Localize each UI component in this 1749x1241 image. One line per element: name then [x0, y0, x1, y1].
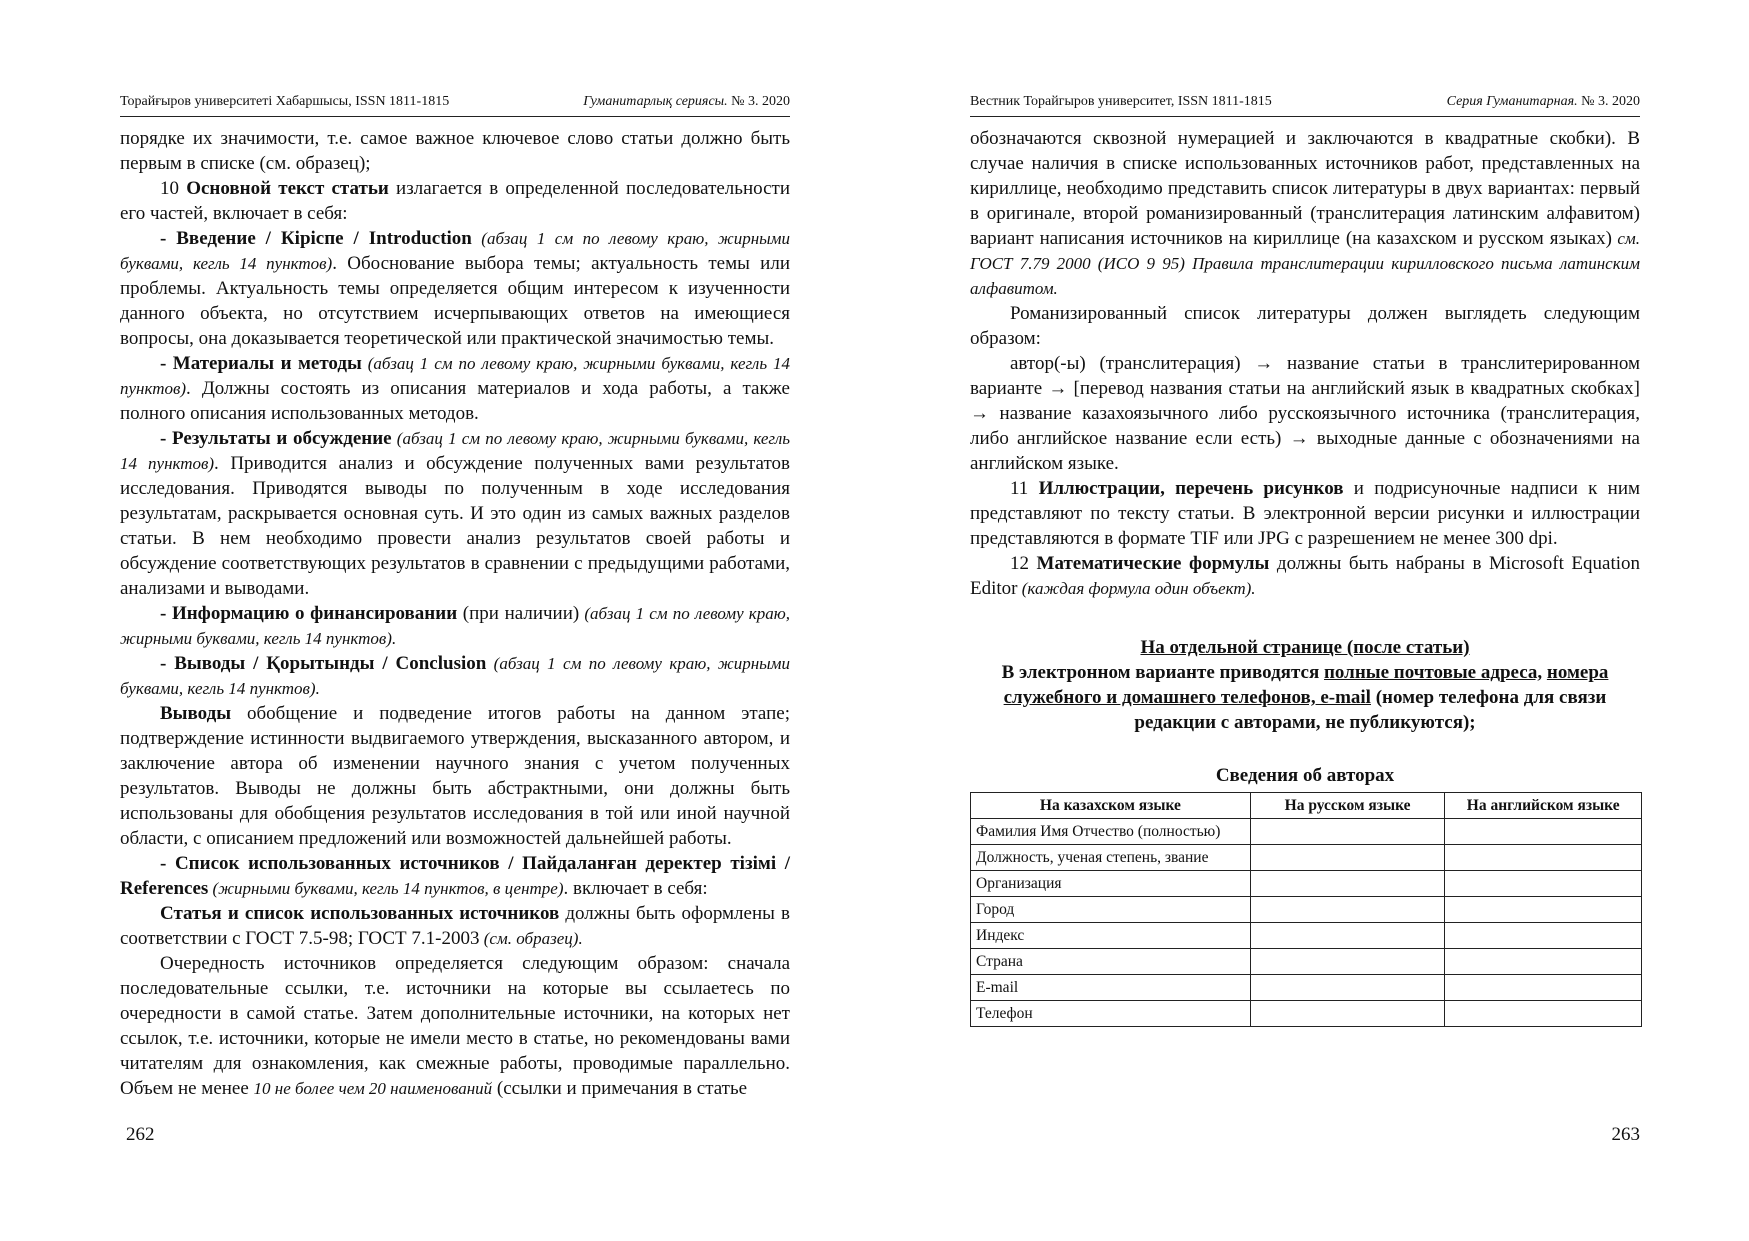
table-cell	[1250, 949, 1445, 975]
column-header: На казахском языке	[971, 793, 1251, 819]
contact-instructions: В электронном варианте приводятся полные почтовые адреса, номера служебного и домашнего телефонов, e-mail (номер телефона для связи редакции с авторами, не публикуются);	[1001, 662, 1609, 733]
paragraph: - Результаты и обсуждение (абзац 1 см по левому краю, жирными буквами, кегль 14 пунктов). Приводится анализ и обсуждение полученных вами результатов исследования. Приводятся выводы по полученным в ходе исследования результатам, раскрывается основная суть. И это один из самых важных разделов статьи. В нем необходимо провести анализ результатов своей работы и обсуждение соответствующих результатов в сравнении с предыдущими работами, анализами и выводами.	[120, 428, 790, 599]
page-body	[970, 126, 1640, 1027]
table-cell	[1445, 819, 1642, 845]
table-cell	[1250, 897, 1445, 923]
paragraph: Романизированный список литературы должен выглядеть следующим образом:	[970, 303, 1640, 349]
paragraph: порядке их значимости, т.е. самое важное ключевое слово статьи должно быть первым в списке (см. образец);	[120, 128, 790, 174]
table-cell	[1445, 1001, 1642, 1027]
series-name: Гуманитарлық сериясы.	[583, 94, 728, 109]
table-row	[971, 1001, 1642, 1027]
row-label: Фамилия Имя Отчество (полностью)	[971, 819, 1251, 845]
table-row	[971, 871, 1642, 897]
column-header: На английском языке	[1445, 793, 1642, 819]
table-row	[971, 845, 1642, 871]
series-name: Серия Гуманитарная.	[1446, 94, 1578, 109]
paragraph: обозначаются сквозной нумерацией и заключаются в квадратные скобки). В случае наличия в списке использованных источников работ, представленных на кириллице, необходимо представить список литературы в двух вариантах: первый в оригинале, второй романизированный (транслитерация латинским алфавитом) вариант написания источников на кириллице (на казахском и русском языках) см. ГОСТ 7.79 2000 (ИСО 9 95) Правила транслитерации кирилловского письма латинским алфавитом.	[970, 128, 1640, 298]
row-label: E-mail	[971, 975, 1251, 1001]
running-head	[970, 92, 1640, 117]
row-label: Телефон	[971, 1001, 1251, 1027]
row-label: Индекс	[971, 923, 1251, 949]
row-label: Должность, ученая степень, звание	[971, 845, 1251, 871]
paragraph: Выводы обобщение и подведение итогов работы на данном этапе; подтверждение истинности выдвигаемого утверждения, высказанного автором, и заключение автора об изменении научного знания с учетом полученных результатов. Выводы не должны быть абстрактными, они должны быть использованы для обобщения результатов исследования в той или иной научной области, с описанием предложений или возможностей дальнейшей работы.	[120, 703, 790, 849]
table-row	[971, 923, 1642, 949]
authors-table	[970, 792, 1642, 1027]
table-cell	[1445, 949, 1642, 975]
table-cell	[1250, 923, 1445, 949]
journal-title: Торайғыров университеті Хабаршысы, ISSN 1811-1815	[120, 94, 450, 109]
paragraph: - Материалы и методы (абзац 1 см по левому краю, жирными буквами, кегль 14 пунктов). Должны состоять из описания материалов и хода работы, а также полного описания использованных методов.	[120, 353, 790, 424]
table-cell	[1250, 819, 1445, 845]
issue-number: № 3. 2020	[1581, 94, 1640, 109]
page-number: 262	[126, 1124, 155, 1145]
issue-number: № 3. 2020	[731, 94, 790, 109]
paragraph: - Введение / Кіріспе / Introduction (абзац 1 см по левому краю, жирными буквами, кегль 14 пунктов). Обоснование выбора темы; актуальность темы или проблемы. Актуальность темы определяется общим интересом к изученности данного объекта, но отсутствием исчерпывающих ответов на имеющиеся вопросы, она доказывается теоретической или практической значимостью темы.	[120, 228, 790, 349]
table-cell	[1445, 897, 1642, 923]
paragraph: Статья и список использованных источников должны быть оформлены в соответствии с ГОСТ 7.5-98; ГОСТ 7.1-2003 (см. образец).	[120, 903, 790, 949]
page-number: 263	[1611, 1124, 1640, 1145]
table-header-row	[971, 793, 1642, 819]
paragraph: 11 Иллюстрации, перечень рисунков и подрисуночные надписи к ним представляют по тексту статьи. В электронной версии рисунки и иллюстрации представляются в формате TIF или JPG с разрешением не менее 300 dpi.	[970, 478, 1641, 549]
table-cell	[1250, 871, 1445, 897]
table-cell	[1250, 1001, 1445, 1027]
left-page	[120, 0, 790, 1241]
table-cell	[1445, 975, 1642, 1001]
table-row	[971, 819, 1642, 845]
table-cell	[1445, 923, 1642, 949]
table-row	[971, 897, 1642, 923]
page-body	[120, 126, 790, 1101]
paragraph: 12 Математические формулы должны быть набраны в Microsoft Equation Editor (каждая формула один объект).	[970, 553, 1641, 599]
right-page	[970, 0, 1640, 1241]
paragraph: - Информацию о финансировании (при наличии) (абзац 1 см по левому краю, жирными буквами, кегль 14 пунктов).	[120, 603, 790, 648]
journal-title: Вестник Торайгыров университет, ISSN 1811-1815	[970, 94, 1272, 109]
paragraph: - Список использованных источников / Пайдаланған деректер тізімі / References (жирными буквами, кегль 14 пунктов, в центре). включает в себя:	[120, 853, 790, 899]
paragraph: Очередность источников определяется следующим образом: сначала последовательные ссылки, т.е. источники на которые вы ссылаетесь по очередности в самой статье. Затем дополнительные источники, на которых нет ссылок, т.е. источники, которые не имели место в статье, но рекомендованы вами читателям для ознакомления, как смежные работы, проводимые параллельно. Объем не менее 10 не более чем 20 наименований (ссылки и примечания в статье	[120, 953, 790, 1099]
row-label: Город	[971, 897, 1251, 923]
paragraph: автор(-ы) (транслитерация) → название статьи в транслитерированном варианте → [перевод названия статьи на английский язык в квадратных скобках] → название казахоязычного либо русскоязычного источника (транслитерация, либо английское название если есть) → выходные данные с обозначениями на английском языке.	[970, 353, 1640, 474]
table-row	[971, 949, 1642, 975]
table-title: Сведения об авторах	[1215, 765, 1395, 786]
separate-page-heading: На отдельной странице (после статьи)	[1140, 637, 1470, 658]
column-header: На русском языке	[1250, 793, 1445, 819]
table-cell	[1250, 975, 1445, 1001]
paragraph: - Выводы / Қорытынды / Conclusion (абзац 1 см по левому краю, жирными буквами, кегль 14 пунктов).	[120, 653, 790, 698]
row-label: Страна	[971, 949, 1251, 975]
row-label: Организация	[971, 871, 1251, 897]
table-cell	[1250, 845, 1445, 871]
table-row	[971, 975, 1642, 1001]
table-cell	[1445, 845, 1642, 871]
series-info	[1447, 94, 1640, 110]
series-info	[583, 94, 790, 110]
paragraph: 10 Основной текст статьи излагается в определенной последовательности его частей, включает в себя:	[120, 178, 791, 224]
table-cell	[1445, 871, 1642, 897]
running-head	[120, 92, 790, 117]
